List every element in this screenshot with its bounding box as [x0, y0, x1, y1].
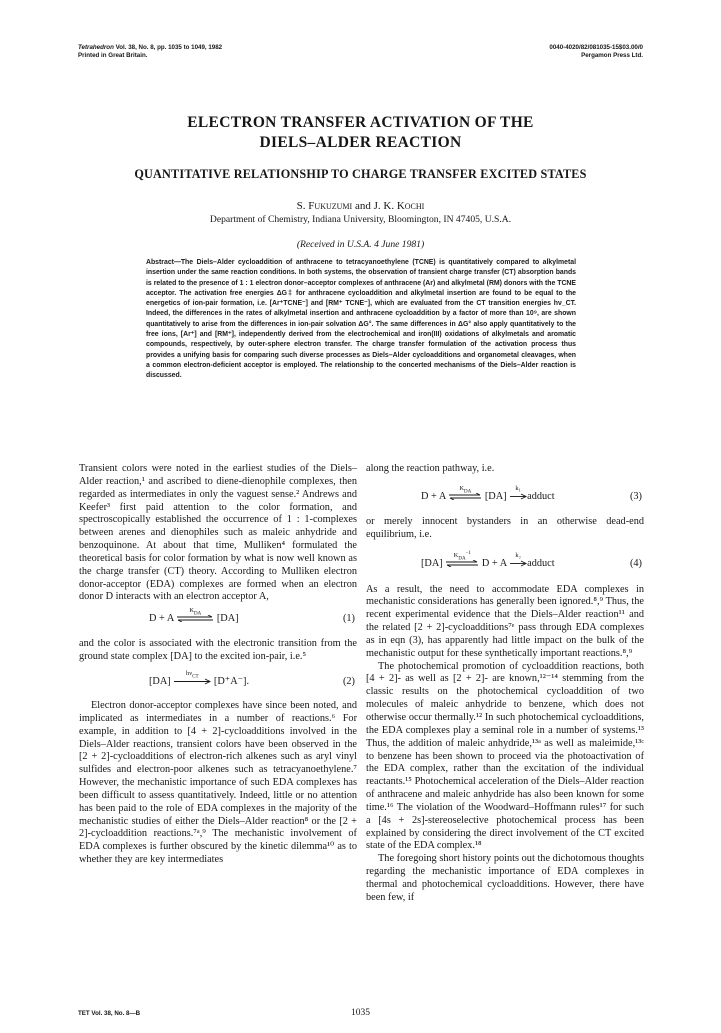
eq4-number: (4) — [629, 557, 642, 569]
title-line-1: ELECTRON TRANSFER ACTIVATION OF THE — [187, 114, 534, 131]
equation-2 — [79, 664, 357, 700]
eq4-reactants: D + A — [481, 557, 507, 569]
eq3-product: adduct — [527, 490, 555, 502]
eq4-product: adduct — [527, 557, 555, 569]
eq3-equilibrium-arrow — [448, 484, 482, 504]
eq3-rate-label: k₁ — [515, 484, 521, 492]
eq2-arrow — [173, 669, 211, 689]
eq2-number: (2) — [342, 675, 355, 687]
journal-header — [78, 44, 222, 60]
received-date: (Received in U.S.A. 4 June 1981) — [296, 239, 425, 250]
authors-and: and — [352, 200, 374, 212]
page-number: 1035 — [351, 1008, 370, 1018]
right-column — [366, 463, 644, 905]
eq2-rhs: [D⁺A⁻]. — [213, 675, 250, 687]
eq1-equilibrium-arrow — [176, 607, 214, 626]
author1-surname: ukuzumi — [314, 200, 353, 212]
journal-name: Tetrahedron — [78, 44, 114, 51]
eq2-lhs: [DA] — [149, 675, 171, 687]
right-paragraph-5: The foregoing short history points out the dichotomous thoughts regarding the mechanistic importance of EDA complexes in thermal and photochemical cycloadditions. However, there have been few, if — [366, 853, 644, 903]
equation-2-expr — [149, 669, 250, 689]
title-line-2: DIELS–ALDER REACTION — [259, 134, 462, 151]
right-paragraph-3: As a result, the need to accommodate EDA complexes in mechanistic considerations has generally been ignored.⁸,⁹ Thus, the recent experimental evidence that the Diels–Alder reaction¹¹ and the related [2 + 2]-cycloadditions⁷ᵉ pass through EDA complexes as in eqn (3), has apparently had little impact on the bulk of the mechanistic output for these synthetically important reactions.⁸,⁹ — [366, 583, 644, 659]
publisher-name: Pergamon Press Ltd. — [581, 52, 643, 59]
eq3-lhs: D + A — [421, 490, 446, 502]
article-subtitle: QUANTITATIVE RELATIONSHIP TO CHARGE TRANSFER EXCITED STATES — [134, 167, 587, 181]
left-paragraph-3: Electron donor-acceptor complexes have since been noted, and implicated as intermediates in a number of reactions.⁶ For example, in addition to [4 + 2]-cycloadditions involved in the Diels–Alder reactions, transient colors have been observed in the [2 + 2]-cycloadditions of electron-rich alkenes such as aryl vinyl sulfides and electron-poor alkenes such as tetracyanoethylene.⁷ However, the mechanistic importance of such EDA complexes has been difficult to assess quantitatively. Indeed, little or no attention has been paid to the role of EDA complexes in the majority of the mechanistic studies of either the Diels–Alder reaction⁸ or the [2 + 2]-cycloaddition reactions.⁷ᵃ,⁹ The mechanistic involvement of EDA complexes is further obscured by the kinetic dilemma¹⁰ as to whether they are key intermediates — [79, 699, 357, 866]
authors — [0, 200, 721, 212]
eq4-equilibrium-arrow — [445, 550, 479, 571]
equation-1 — [79, 604, 357, 638]
article-code: 0040-4020/82/081035-15$03.00/0 — [549, 44, 643, 51]
eq4-rate-label: k₂ — [515, 551, 521, 559]
eq3-arrow-label: $K_{DA}$ — [459, 484, 472, 495]
publisher-header — [549, 44, 643, 60]
equation-4-expr — [421, 550, 555, 571]
journal-citation: Vol. 38, No. 8, pp. 1035 to 1049, 1982 — [115, 44, 223, 51]
article-title — [0, 113, 721, 153]
eq1-number: (1) — [342, 613, 355, 625]
eq4-arrow — [509, 551, 527, 571]
eq3-arrow — [509, 484, 527, 504]
right-paragraph-4: The photochemical promotion of cycloaddition reactions, both [4 + 2]- as well as [2 + 2]- are known,¹²⁻¹⁴ stemming from the classic results on the photochemical cycloaddition of two molecules of maleic anhydride to benzene, which does not otherwise occur thermally.¹² In such photochemical cycloadditions, the EDA complexes play a seminal role in a number of systems.¹³ Thus, the addition of maleic anhydride,¹³ᵃ as well as maleimide,¹³ᶜ to benzene has been shown to proceed via the photoactivation of the EDA complex, rather than the excitation of the individual reactants.¹⁵ Photochemical acceleration of the Diels–Alder reaction of anthracene and maleic anhydride has also been known for some time.¹⁶ The violation of the Woodward–Hoffmann rules¹⁷ for such a [4s + 2s]-stereoselective photochemical process has been explained by considering the direct involvement of the CT excited state of the EDA complex.¹⁸ — [366, 660, 644, 852]
equation-4 — [366, 542, 644, 584]
author2-initial: J. K. K — [373, 200, 405, 212]
right-paragraph-2: or merely innocent bystanders in an otherwise dead-end equilibrium, i.e. — [366, 515, 644, 540]
eq3-number: (3) — [629, 490, 642, 502]
author2-surname: ochi — [404, 200, 425, 212]
eq1-lhs: D + A — [149, 613, 174, 625]
author1-initial: S. F — [296, 200, 315, 212]
left-paragraph-1: Transient colors were noted in the earliest studies of the Diels–Alder reaction,¹ and ascribed to diene-dienophile complexes, then regarded as intermediates in only the vaguest sense.² Andrews and Keefer³ first paid attention to the color formation, and spectroscopically established the occurrence of 1 : 1-complexes between arenes and dienophiles such as maleic anhydride and benzoquinone. At about that time, Mulliken⁴ formulated the theoretical basis for color formation by what is now well known as the charge transfer (CT) theory. According to Mulliken electron donor-acceptor (EDA) complexes are formed when an electron donor D interacts with an electron acceptor A, — [79, 463, 357, 603]
left-column — [79, 463, 357, 867]
equation-3 — [366, 476, 644, 516]
eq4-lhs: [DA] — [421, 557, 443, 569]
eq1-arrow-label: $K_{DA}$ — [189, 607, 202, 617]
footer-volume: TET Vol. 38, No. 8—B — [78, 1010, 141, 1017]
eq1-rhs: [DA] — [216, 613, 239, 625]
right-paragraph-1: along the reaction pathway, i.e. — [366, 463, 495, 474]
left-paragraph-2: and the color is associated with the electronic transition from the ground state complex [DA] to the excited ion-pair, i.e.⁵ — [79, 638, 357, 663]
equation-1-expr — [149, 607, 239, 626]
eq3-complex: [DA] — [484, 490, 507, 502]
abstract: Abstract—The Diels–Alder cycloaddition of anthracene to tetracyanoethylene (TCNE) is quantitatively compared to alkylmetal insertion under the same reaction conditions. In both systems, the observation of transient charge transfer (CT) absorption bands is related to the presence of 1 : 1 electron donor–acceptor complexes of anthracene (Ar) and alkylmetal (RM) donors with the TCNE acceptor. The activation free energies ΔG‡ for anthracene cycloaddition and alkylmetal insertion are found to be equal to the energetics of ion-pair formation, i.e. [Ar⁺TCNE⁻] and [RM⁺ TCNE⁻], which are evaluated from the CT transition energies hν_CT. Indeed, the differences in the rates of alkylmetal insertion and anthracene cycloaddition by a factor of more than 10⁹, are shown quantitatively to arise from the differences in ion-pair solvation ΔG°. The same differences in ΔG° also apply quantitatively to the free ions, [Ar⁺] and [RM⁺], independently derived from the electrochemical and iron(III) oxidations of alkylmetals and aromatic compounds, respectively, by outer-sphere electron transfer. The charge transfer formulation of the activation process thus provides a unifying basis for comparing such diverse processes as Diels–Alder cycloadditions and organometal cleavages, when a common electron-deficient acceptor is employed. The relationship to the concerted mechanisms of the Diels–Alder reaction is discussed. — [146, 259, 576, 380]
eq4-arrow-label: $K_{DA}^{-1}$ — [453, 550, 471, 561]
eq2-arrow-label: $h\nu_{CT}$ — [186, 669, 199, 680]
equation-3-expr — [421, 484, 555, 504]
printed-in: Printed in Great Britain. — [78, 52, 148, 59]
affiliation: Department of Chemistry, Indiana University, Bloomington, IN 47405, U.S.A. — [209, 214, 512, 225]
